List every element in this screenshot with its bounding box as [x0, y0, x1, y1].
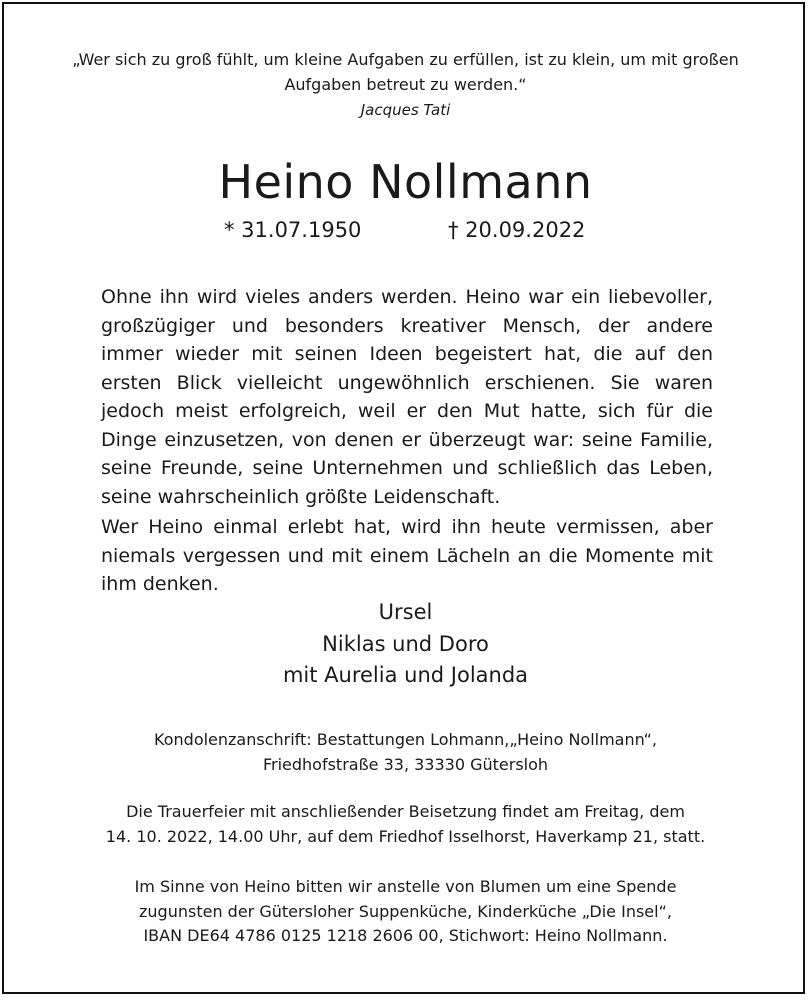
tribute-paragraph-1: Ohne ihn wird vieles anders werden. Heino war ein liebevoller, großzügiger und besonders kreativer Mensch, der andere immer wieder mit seinen Ideen begeistert hat, die auf den ersten Blick vielleicht ungewöhnlich erschienen. Sie waren jedoch meist erfolgreich, weil er den Mut hatte, sich für die Dinge einzusetzen, von denen er überzeugt war: seine Familie, seine Freunde, seine Unternehmen und schließlich das Leben, seine wahrscheinlich größte Leidenschaft.	[101, 286, 713, 508]
mourners-signature	[0, 597, 811, 692]
condolence-address	[60, 728, 751, 777]
mourner-line: Ursel	[378, 600, 433, 624]
funeral-line: 14. 10. 2022, 14.00 Uhr, auf dem Friedhof Isselhorst, Haverkamp 21, statt.	[105, 826, 706, 846]
funeral-notice	[60, 800, 751, 849]
donation-request	[60, 875, 751, 949]
donation-line: zugunsten der Gütersloher Suppenküche, Kinderküche „Die Insel“,	[139, 901, 672, 921]
funeral-line: Die Trauerfeier mit anschließender Beisetzung findet am Freitag, dem	[126, 802, 685, 821]
donation-line: IBAN DE64 4786 0125 1218 2606 00, Stichwort: Heino Nollmann.	[143, 926, 668, 945]
mourner-line: mit Aurelia und Jolanda	[282, 663, 529, 687]
epigraph-author: Jacques Tati	[360, 101, 451, 119]
birth-date: * 31.07.1950	[224, 218, 362, 242]
death-date: † 20.09.2022	[448, 218, 586, 242]
epigraph-quote: „Wer sich zu groß fühlt, um kleine Aufgaben zu erfüllen, ist zu klein, um mit großen Aufgaben betreut zu werden.“	[72, 50, 739, 94]
donation-line: Im Sinne von Heino bitten wir anstelle von Blumen um eine Spende	[134, 877, 677, 896]
condolence-line: Friedhofstraße 33, 33330 Gütersloh	[262, 754, 549, 774]
tribute-paragraph-2: Wer Heino einmal erlebt hat, wird ihn heute vermissen, aber niemals vergessen und mit einem Lächeln an die Momente mit ihm denken.	[101, 516, 713, 595]
mourner-line: Niklas und Doro	[322, 631, 489, 656]
condolence-line: Kondolenzanschrift: Bestattungen Lohmann,„Heino Nollmann“,	[154, 730, 657, 749]
deceased-name: Heino Nollmann	[218, 155, 593, 209]
